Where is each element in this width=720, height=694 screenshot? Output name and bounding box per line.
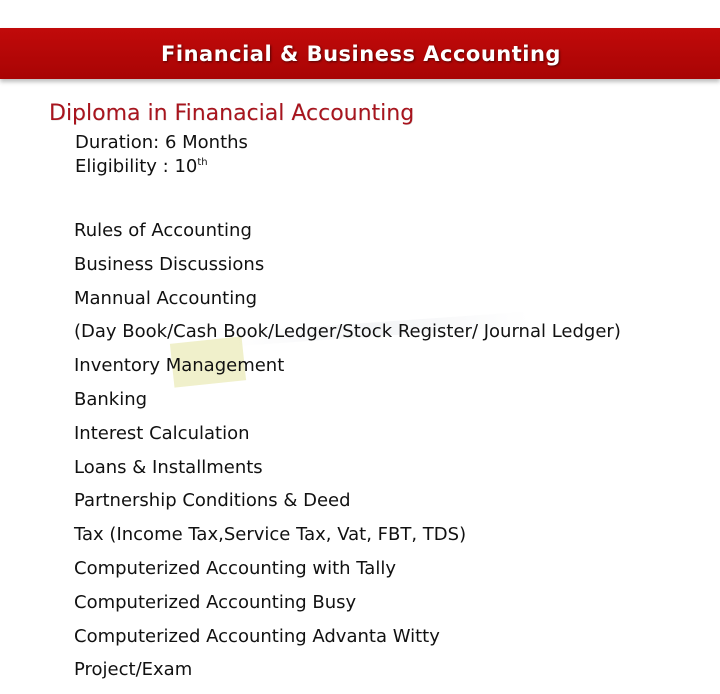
header-banner [0,28,720,79]
topic-item: Rules of Accounting [74,220,252,241]
topic-item: Computerized Accounting Advanta Witty [74,625,440,647]
course-duration: Duration: 6 Months [75,132,248,153]
topic-list [74,219,621,692]
topic-item: Mannual Accounting [74,287,258,309]
banner-title: Financial & Business Accounting [161,41,561,66]
topic-item: Computerized Accounting Busy [74,591,357,613]
course-eligibility [75,156,208,178]
eligibility-label: Eligibility : 10 [75,156,198,177]
course-title: Diploma in Finanacial Accounting [49,101,415,126]
topic-item: Interest Calculation [74,422,250,444]
topic-item: Tax (Income Tax,Service Tax, Vat, FBT, TDS) [74,524,467,546]
topic-item: Business Discussions [74,253,265,275]
topic-item: Computerized Accounting with Tally [74,557,396,579]
topic-item: (Day Book/Cash Book/Ledger/Stock Register/ Journal Ledger) [74,321,621,343]
topic-item: Loans & Installments [74,456,263,478]
topic-item: Project/Exam [74,659,193,681]
topic-item: Banking [74,388,148,410]
topic-item: Inventory Management [74,355,285,377]
topic-item: Partnership Conditions & Deed [74,490,351,512]
eligibility-suffix: th [197,157,208,168]
